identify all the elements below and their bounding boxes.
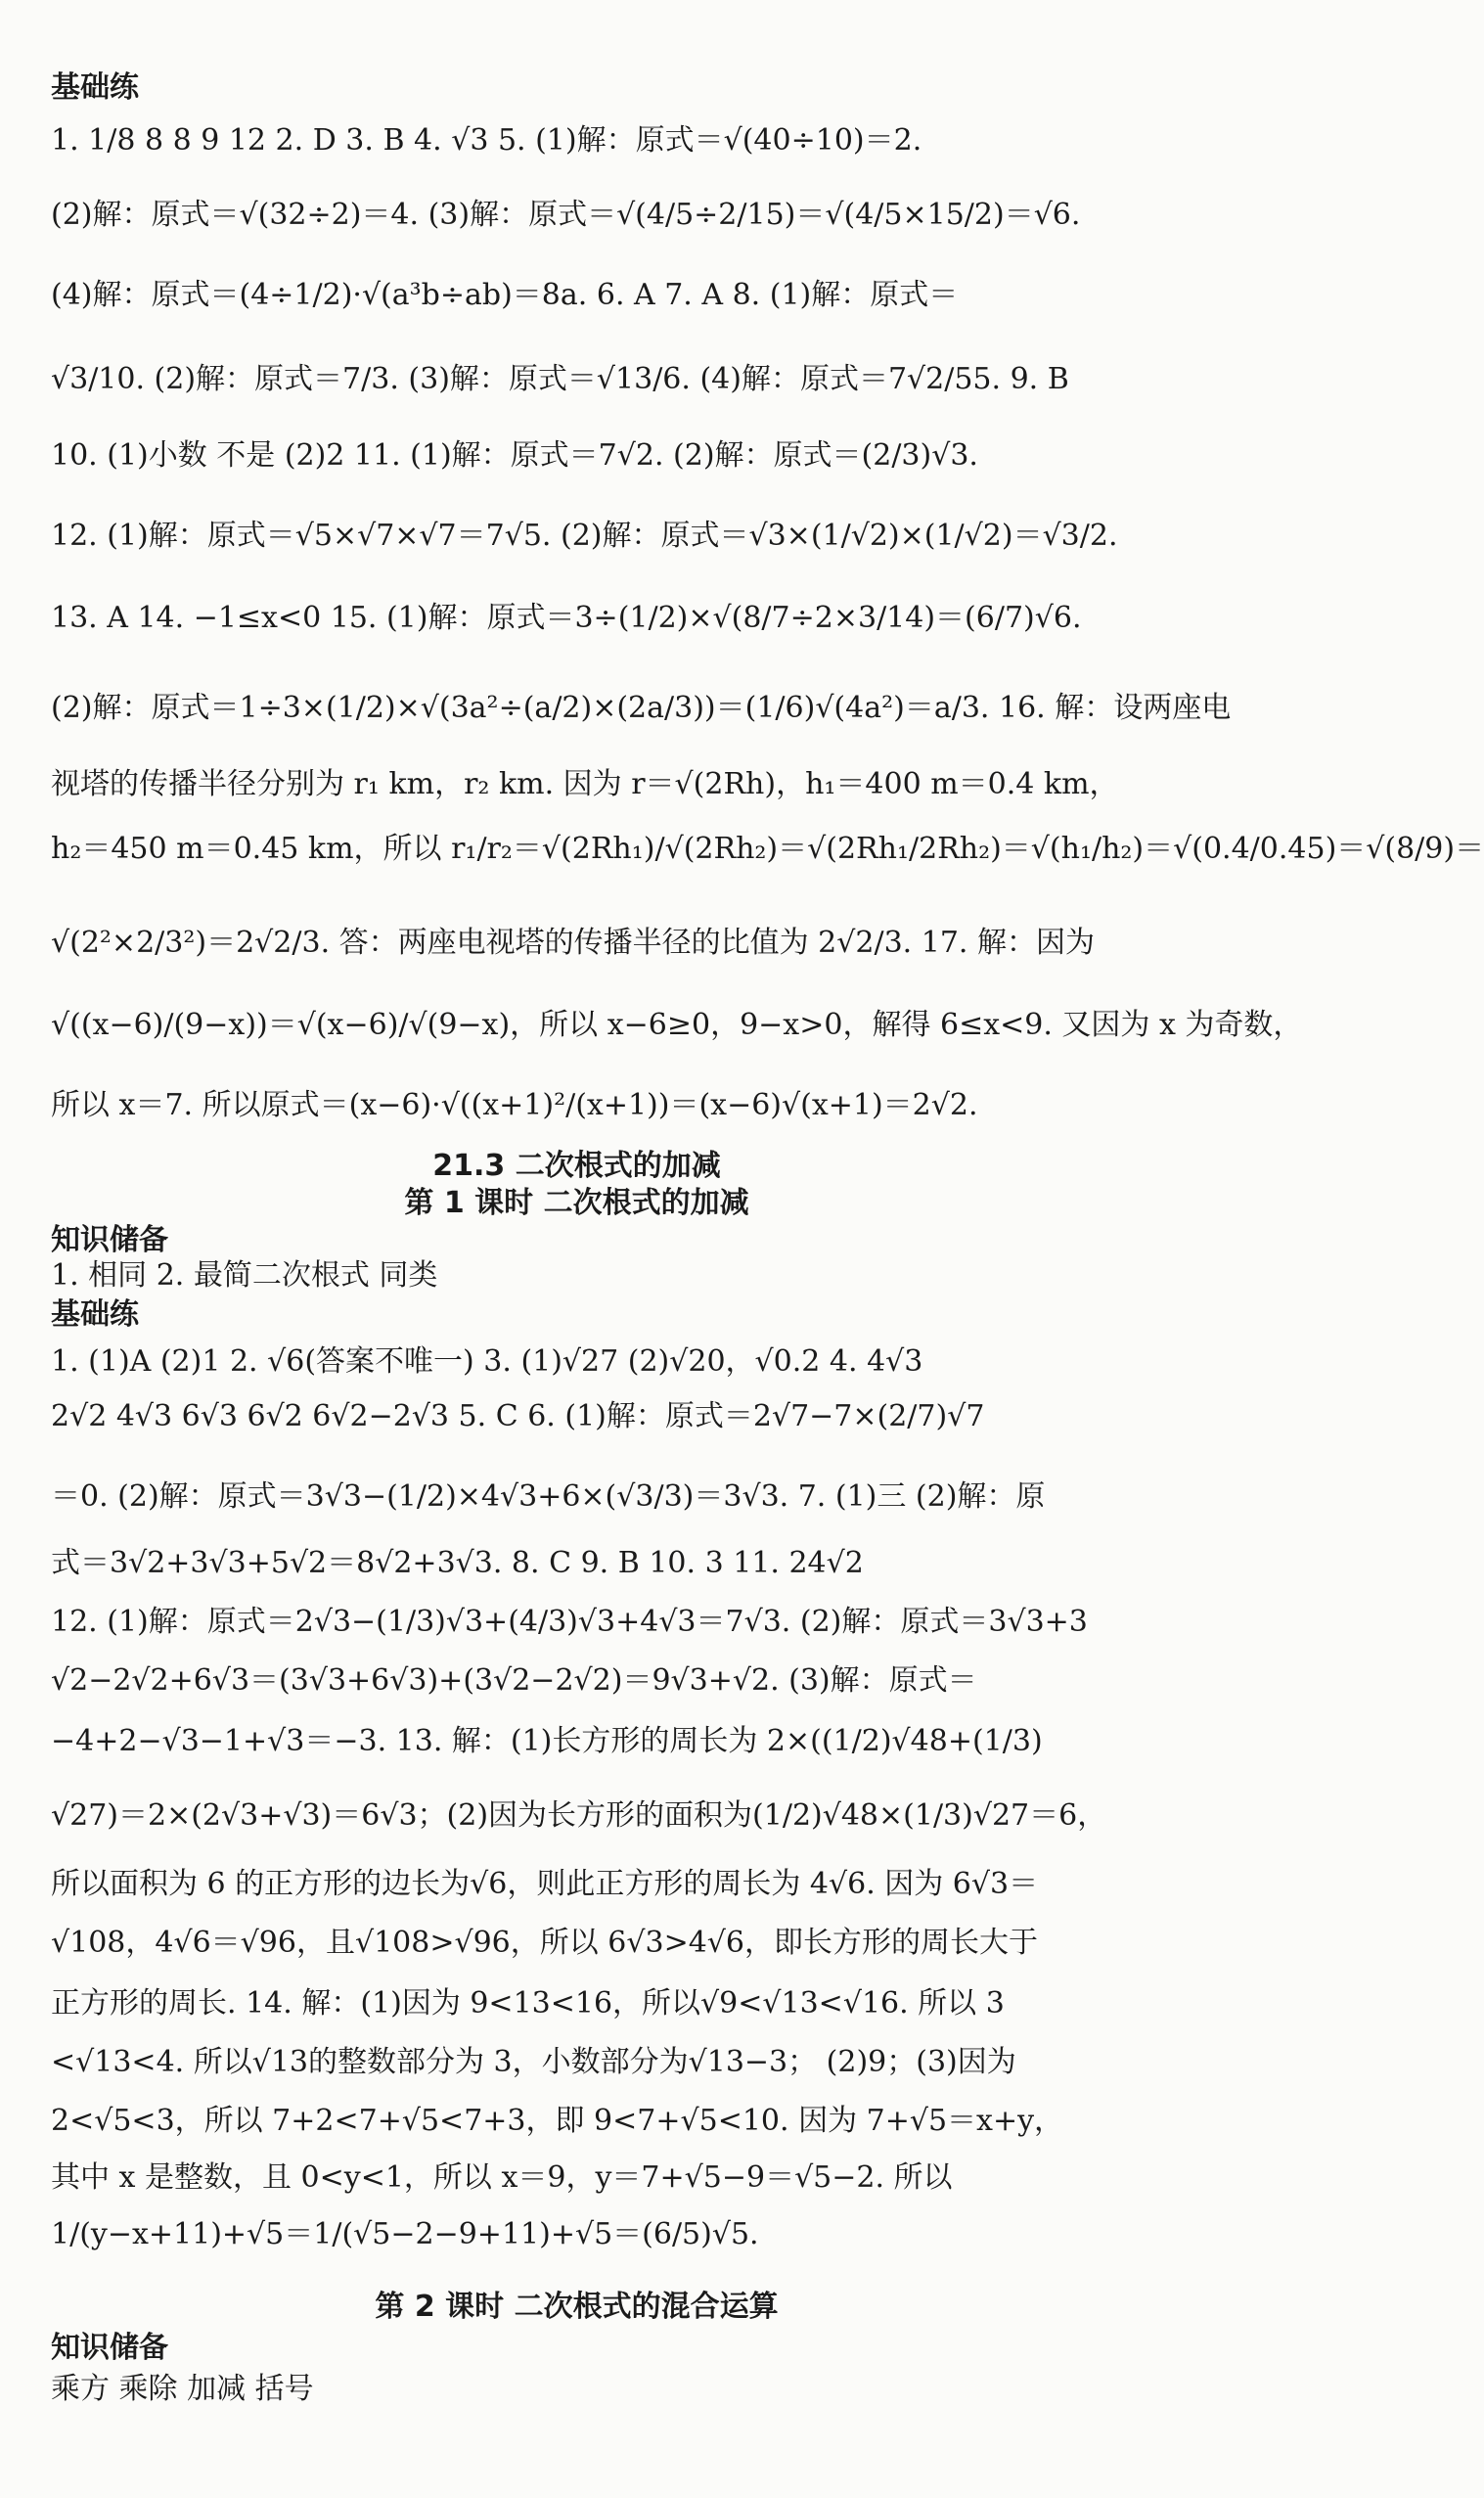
answer-line: √2−2√2+6√3＝(3√3+6√3)+(3√2−2√2)＝9√3+√2. (3)解：原式＝ [51,1663,977,1698]
knowledge-line-2: 乘方 乘除 加减 括号 [51,2372,314,2406]
answer-line: 其中 x 是整数，且 0<y<1，所以 x＝9，y＝7+√5−9＝√5−2. 所以 [51,2160,953,2195]
answer-line: 所以 x＝7. 所以原式＝(x−6)·√((x+1)²/(x+1))＝(x−6)√(x+1)＝2√2. [51,1088,978,1122]
answer-line: 1. (1)A (2)1 2. √6(答案不唯一) 3. (1)√27 (2)√20，√0.2 4. 4√3 [51,1344,923,1379]
answer-line: h₂＝450 m＝0.45 km，所以 r₁/r₂＝√(2Rh₁)/√(2Rh₂)＝√(2Rh₁/2Rh₂)＝√(h₁/h₂)＝√(0.4/0.45)＝√(8/9)＝ [51,832,1484,866]
section-heading-basic-practice-1: 基础练 [51,70,139,105]
lesson-2-title: 第 2 课时 二次根式的混合运算 [375,2290,779,2324]
answer-line: 1. 1/8 8 8 9 12 2. D 3. B 4. √3 5. (1)解：原式＝√(40÷10)＝2. [51,123,922,158]
answer-line: (4)解：原式＝(4÷1/2)·√(a³b÷ab)＝8a. 6. A 7. A 8. (1)解：原式＝ [51,278,959,312]
answer-line: 视塔的传播半径分别为 r₁ km，r₂ km. 因为 r＝√(2Rh)，h₁＝400 m＝0.4 km， [51,767,1119,801]
knowledge-heading-1: 知识储备 [51,1223,168,1257]
answer-line: √3/10. (2)解：原式＝7/3. (3)解：原式＝√13/6. (4)解：原式＝7√2/55. 9. B [51,362,1069,396]
answer-line: (2)解：原式＝1÷3×(1/2)×√(3a²÷(a/2)×(2a/3))＝(1/6)√(4a²)＝a/3. 16. 解：设两座电 [51,691,1232,725]
answer-line: 13. A 14. −1≤x<0 15. (1)解：原式＝3÷(1/2)×√(8/7÷2×3/14)＝(6/7)√6. [51,601,1082,635]
section-heading-basic-practice-2: 基础练 [51,1297,139,1332]
answer-line: −4+2−√3−1+√3＝−3. 13. 解：(1)长方形的周长为 2×((1/2)√48+(1/3) [51,1724,1043,1758]
answer-line: 所以面积为 6 的正方形的边长为√6，则此正方形的周长为 4√6. 因为 6√3＝ [51,1867,1039,1901]
answer-line: 10. (1)小数 不是 (2)2 11. (1)解：原式＝7√2. (2)解：原式＝(2/3)√3. [51,438,978,473]
answer-line: 12. (1)解：原式＝√5×√7×√7＝7√5. (2)解：原式＝√3×(1/√2)×(1/√2)＝√3/2. [51,519,1118,553]
answer-line: √27)＝2×(2√3+√3)＝6√3；(2)因为长方形的面积为(1/2)√48×(1/3)√27＝6， [51,1798,1107,1833]
knowledge-heading-2: 知识储备 [51,2331,168,2365]
answer-line: √((x−6)/(9−x))＝√(x−6)/√(9−x)，所以 x−6≥0，9−x>0，解得 6≤x<9. 又因为 x 为奇数， [51,1008,1303,1042]
section-title: 21.3 二次根式的加减 [432,1149,721,1183]
answer-line: <√13<4. 所以√13的整数部分为 3，小数部分为√13−3； (2)9；(3)因为 [51,2045,1016,2079]
lesson-1-title: 第 1 课时 二次根式的加减 [404,1186,749,1220]
answer-line: 2√2 4√3 6√3 6√2 6√2−2√3 5. C 6. (1)解：原式＝2√7−7×(2/7)√7 [51,1399,985,1433]
answer-line: 式＝3√2+3√3+5√2＝8√2+3√3. 8. C 9. B 10. 3 11. 24√2 [51,1546,864,1580]
answer-line: 1/(y−x+11)+√5＝1/(√5−2−9+11)+√5＝(6/5)√5. [51,2217,759,2251]
answer-line: 正方形的周长. 14. 解：(1)因为 9<13<16，所以√9<√13<√16. 所以 3 [51,1986,1005,2021]
answer-line: √(2²×2/3²)＝2√2/3. 答：两座电视塔的传播半径的比值为 2√2/3. 17. 解：因为 [51,926,1095,960]
answer-line: (2)解：原式＝√(32÷2)＝4. (3)解：原式＝√(4/5÷2/15)＝√(4/5×15/2)＝√6. [51,198,1081,232]
answer-line: ＝0. (2)解：原式＝3√3−(1/2)×4√3+6×(√3/3)＝3√3. 7. (1)三 (2)解：原 [51,1479,1046,1514]
answer-line: 12. (1)解：原式＝2√3−(1/3)√3+(4/3)√3+4√3＝7√3. (2)解：原式＝3√3+3 [51,1605,1088,1639]
answer-line: √108，4√6＝√96，且√108>√96，所以 6√3>4√6，即长方形的周长大于 [51,1926,1039,1960]
answer-line: 2<√5<3，所以 7+2<7+√5<7+3，即 9<7+√5<10. 因为 7+√5＝x+y， [51,2104,1064,2138]
knowledge-line-1: 1. 相同 2. 最简二次根式 同类 [51,1258,438,1293]
